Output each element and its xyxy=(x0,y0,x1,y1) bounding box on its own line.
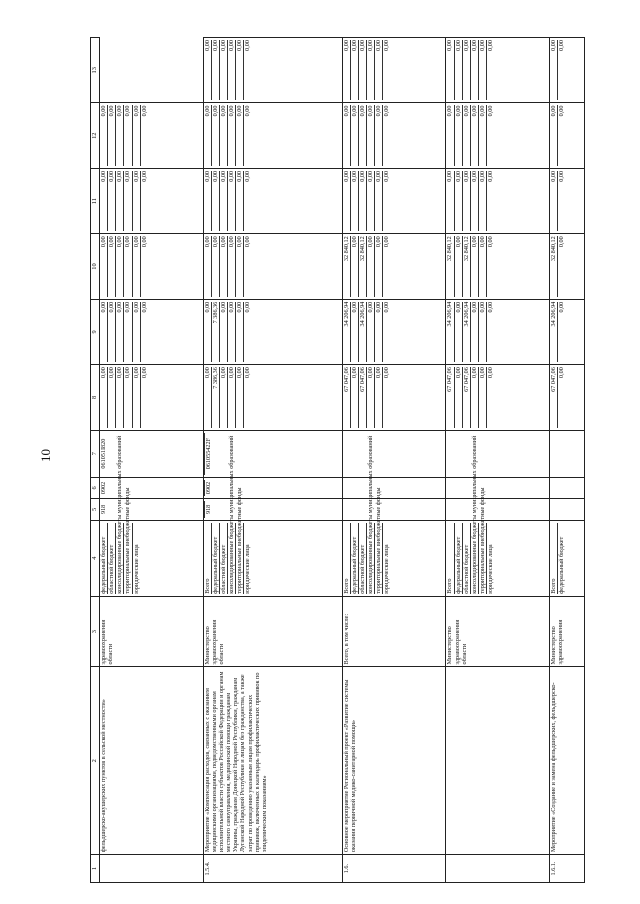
amount-value: 0,00 xyxy=(455,171,463,231)
year-values-col-13 xyxy=(203,38,342,104)
amount-value: 0,00 xyxy=(446,106,454,166)
budget-code-code7 xyxy=(203,430,342,477)
amount-value: 0,00 xyxy=(204,40,212,101)
funding-source: федеральный бюджет xyxy=(455,523,463,594)
year-values-col-8 xyxy=(446,365,550,430)
amount-value: 0,00 xyxy=(204,171,212,231)
amount-value: 0,00 xyxy=(140,105,148,117)
amount-value: 0,00 xyxy=(244,367,252,378)
amount-value: 0,00 xyxy=(236,236,244,296)
amount-value: 0,00 xyxy=(446,171,454,231)
amount-value: 7 386,36 xyxy=(212,302,220,362)
amount-value: 32 840,12 xyxy=(343,236,351,296)
budget-code-code5 xyxy=(550,499,585,520)
budget-code-code7 xyxy=(446,430,550,477)
funding-source: территориальные внебюджетные фонды xyxy=(236,487,244,594)
amount-value: 7 386,36 xyxy=(212,367,220,427)
amount-value: 0,00 xyxy=(455,40,463,101)
amount-value: 0,00 xyxy=(244,301,252,313)
amount-value: 0,00 xyxy=(487,236,495,248)
amount-value: 0,00 xyxy=(244,236,252,248)
row-number: 1.6.1. xyxy=(550,855,585,883)
amount-value: 0,00 xyxy=(236,302,244,362)
column-header-2: 2 xyxy=(91,667,100,855)
amount-value: 0,00 xyxy=(236,106,244,166)
page-number: 10 xyxy=(38,449,53,462)
amount-value: 0,00 xyxy=(487,40,495,51)
amount-value: 0,00 xyxy=(140,367,148,378)
amount-value: 0,00 xyxy=(351,171,359,231)
amount-value: 67 047,06 xyxy=(463,367,471,427)
amount-value: 0,00 xyxy=(367,106,375,166)
column-header-8: 8 xyxy=(91,365,100,430)
executor: Всего, в том числе: xyxy=(342,596,446,667)
amount-value: 0,00 xyxy=(116,367,124,427)
row-number: 1.5.4. xyxy=(203,855,342,883)
amount-value: 0,00 xyxy=(100,106,108,166)
amount-value: 0,00 xyxy=(100,171,108,231)
amount-value: 0,00 xyxy=(100,302,108,362)
amount-value: 0,00 xyxy=(558,301,566,313)
year-values-col-11 xyxy=(550,168,585,233)
year-values-col-11 xyxy=(203,168,342,233)
funding-source: консолидированные бюджеты муниципальных образований xyxy=(366,435,374,594)
amount-value: 0,00 xyxy=(487,170,495,182)
funding-source: федеральный бюджет xyxy=(351,523,359,594)
amount-value: 0,00 xyxy=(116,171,124,231)
amount-value: 0,00 xyxy=(550,40,558,101)
amount-value: 0,00 xyxy=(487,367,495,378)
amount-value: 0,00 xyxy=(351,40,359,101)
funding-source: юридические лица xyxy=(487,544,495,594)
amount-value: 0,00 xyxy=(471,302,479,362)
year-values-col-13 xyxy=(342,38,446,104)
amount-value: 0,00 xyxy=(383,301,391,313)
code-value: 918 xyxy=(204,504,212,514)
amount-value: 0,00 xyxy=(236,40,244,101)
funding-sources xyxy=(342,435,446,596)
amount-value: 0,00 xyxy=(550,171,558,231)
year-values-col-8 xyxy=(550,365,585,430)
amount-value: 34 206,94 xyxy=(550,302,558,362)
column-header-12: 12 xyxy=(91,103,100,168)
amount-value: 0,00 xyxy=(124,236,132,296)
amount-value: 0,00 xyxy=(375,171,383,231)
amount-value: 0,00 xyxy=(479,236,487,296)
year-values-col-13 xyxy=(446,38,550,104)
amount-value: 0,00 xyxy=(471,40,479,101)
amount-value: 0,00 xyxy=(471,367,479,427)
funding-source: консолидированные бюджеты муниципальных образований xyxy=(470,435,478,594)
table-body xyxy=(91,38,585,883)
budget-code-code7 xyxy=(550,430,585,477)
year-values-col-10 xyxy=(550,234,585,299)
amount-value: 0,00 xyxy=(212,236,220,296)
amount-value: 0,00 xyxy=(359,171,367,231)
funding-source: консолидированные бюджеты муниципальных образований xyxy=(116,435,124,594)
rotated-table-frame xyxy=(90,37,585,883)
column-header-3: 3 xyxy=(91,596,100,667)
year-values-col-8 xyxy=(203,365,342,430)
amount-value: 0,00 xyxy=(455,302,463,362)
amount-value: 0,00 xyxy=(375,106,383,166)
amount-value: 0,00 xyxy=(351,302,359,362)
amount-value: 0,00 xyxy=(108,106,116,166)
code-value: 061055422F xyxy=(204,437,212,470)
amount-value: 0,00 xyxy=(220,171,228,231)
budget-table xyxy=(90,37,585,883)
amount-value: 0,00 xyxy=(124,106,132,166)
amount-value: 0,00 xyxy=(220,302,228,362)
amount-value: 0,00 xyxy=(383,105,391,117)
amount-value: 67 047,06 xyxy=(550,367,558,427)
amount-value: 0,00 xyxy=(100,367,108,427)
funding-source: областной бюджет xyxy=(359,523,367,594)
amount-value: 0,00 xyxy=(487,301,495,313)
table-row xyxy=(550,38,585,883)
column-header-10: 10 xyxy=(91,234,100,299)
executor: здравоохранения области xyxy=(100,596,204,667)
funding-source: юридические лица xyxy=(383,544,391,594)
amount-value: 0,00 xyxy=(463,171,471,231)
table-row xyxy=(100,38,204,883)
code-value: 918 xyxy=(100,504,107,514)
funding-sources xyxy=(550,520,585,596)
year-values-col-12 xyxy=(550,103,585,168)
amount-value: 0,00 xyxy=(367,171,375,231)
amount-value: 0,00 xyxy=(463,40,471,101)
amount-value: 0,00 xyxy=(212,171,220,231)
amount-value: 0,00 xyxy=(244,170,252,182)
budget-code-code5 xyxy=(342,499,446,520)
year-values-col-9 xyxy=(550,299,585,364)
code-value: 0902 xyxy=(204,481,212,495)
amount-value: 0,00 xyxy=(228,106,236,166)
amount-value: 0,00 xyxy=(479,106,487,166)
amount-value: 0,00 xyxy=(244,40,252,51)
amount-value: 0,00 xyxy=(351,367,359,427)
table-row xyxy=(342,38,446,883)
amount-value: 0,00 xyxy=(133,236,141,296)
amount-value: 0,00 xyxy=(471,236,479,296)
amount-value: 0,00 xyxy=(550,106,558,166)
year-values-col-9 xyxy=(446,299,550,364)
amount-value: 67 047,06 xyxy=(343,367,351,427)
amount-value: 0,00 xyxy=(228,302,236,362)
amount-value: 0,00 xyxy=(212,106,220,166)
funding-source: областной бюджет xyxy=(108,523,116,594)
amount-value: 32 840,12 xyxy=(463,236,471,296)
column-header-9: 9 xyxy=(91,299,100,364)
funding-source: Всего xyxy=(550,523,558,594)
amount-value: 0,00 xyxy=(108,236,116,296)
amount-value: 0,00 xyxy=(375,40,383,101)
amount-value: 0,00 xyxy=(244,105,252,117)
amount-value: 0,00 xyxy=(343,40,351,101)
amount-value: 0,00 xyxy=(471,106,479,166)
amount-value: 0,00 xyxy=(124,171,132,231)
header-row xyxy=(91,38,100,883)
row-number xyxy=(446,855,550,883)
budget-code-code5 xyxy=(100,499,204,520)
column-header-5: 5 xyxy=(91,499,100,520)
amount-value: 0,00 xyxy=(455,236,463,296)
budget-code-code6 xyxy=(203,477,342,498)
amount-value: 0,00 xyxy=(558,40,566,51)
year-values-col-11 xyxy=(446,168,550,233)
amount-value: 0,00 xyxy=(383,170,391,182)
amount-value: 0,00 xyxy=(108,367,116,427)
amount-value: 32 840,12 xyxy=(550,236,558,296)
funding-source: юридические лица xyxy=(244,544,252,594)
table-row xyxy=(446,38,550,883)
row-number xyxy=(100,855,204,883)
amount-value: 0,00 xyxy=(204,106,212,166)
amount-value: 0,00 xyxy=(204,367,212,427)
amount-value: 0,00 xyxy=(471,171,479,231)
amount-value: 0,00 xyxy=(367,302,375,362)
amount-value: 0,00 xyxy=(228,236,236,296)
budget-code-code5 xyxy=(446,499,550,520)
amount-value: 0,00 xyxy=(116,236,124,296)
table-row xyxy=(203,38,342,883)
amount-value: 0,00 xyxy=(375,236,383,296)
year-values-col-10 xyxy=(342,234,446,299)
year-values-col-10 xyxy=(100,234,204,299)
amount-value: 0,00 xyxy=(236,171,244,231)
amount-value: 32 840,12 xyxy=(359,236,367,296)
amount-value: 0,00 xyxy=(133,171,141,231)
amount-value: 0,00 xyxy=(228,40,236,101)
amount-value: 34 206,94 xyxy=(343,302,351,362)
amount-value: 0,00 xyxy=(343,106,351,166)
amount-value: 0,00 xyxy=(375,302,383,362)
amount-value: 0,00 xyxy=(487,105,495,117)
executor: Министерство здравоохранения области xyxy=(203,596,342,667)
code-value: 061051I820 xyxy=(100,438,107,469)
amount-value: 0,00 xyxy=(204,236,212,296)
funding-source: юридические лица xyxy=(132,544,140,594)
amount-value: 0,00 xyxy=(455,367,463,427)
amount-value: 34 206,94 xyxy=(446,302,454,362)
amount-value: 0,00 xyxy=(351,236,359,296)
amount-value: 0,00 xyxy=(479,40,487,101)
year-values-col-8 xyxy=(342,365,446,430)
amount-value: 0,00 xyxy=(204,302,212,362)
budget-code-code6 xyxy=(342,477,446,498)
amount-value: 32 840,12 xyxy=(446,236,454,296)
funding-source: Всего xyxy=(343,523,351,594)
amount-value: 0,00 xyxy=(367,236,375,296)
column-header-4: 4 xyxy=(91,520,100,596)
amount-value: 0,00 xyxy=(228,171,236,231)
amount-value: 0,00 xyxy=(479,171,487,231)
amount-value: 0,00 xyxy=(133,302,141,362)
amount-value: 0,00 xyxy=(124,302,132,362)
executor: Министерство здравоохранения xyxy=(550,596,585,667)
amount-value: 0,00 xyxy=(367,40,375,101)
amount-value: 0,00 xyxy=(220,367,228,427)
amount-value: 0,00 xyxy=(479,302,487,362)
budget-code-code7 xyxy=(342,430,446,477)
column-header-13: 13 xyxy=(91,38,100,104)
amount-value: 0,00 xyxy=(100,236,108,296)
measure-name: Основное мероприятие Региональный проект «Развитие системы оказания первичной медико-санитарной помощи» xyxy=(342,667,446,855)
measure-name xyxy=(446,667,550,855)
year-values-col-12 xyxy=(342,103,446,168)
year-values-col-8 xyxy=(100,365,204,430)
column-header-11: 11 xyxy=(91,168,100,233)
funding-source: территориальные внебюджетные фонды xyxy=(375,487,383,594)
budget-code-code6 xyxy=(550,477,585,498)
budget-code-code5 xyxy=(203,499,342,520)
year-values-col-13 xyxy=(550,38,585,104)
amount-value: 0,00 xyxy=(108,302,116,362)
column-header-6: 6 xyxy=(91,477,100,498)
year-values-col-12 xyxy=(446,103,550,168)
amount-value: 67 047,06 xyxy=(359,367,367,427)
year-values-col-10 xyxy=(203,234,342,299)
funding-source: областной бюджет xyxy=(220,523,228,594)
funding-source: территориальные внебюджетные фонды xyxy=(124,487,132,594)
year-values-col-9 xyxy=(342,299,446,364)
amount-value: 0,00 xyxy=(558,367,566,378)
amount-value: 0,00 xyxy=(108,171,116,231)
measure-name: фельдшерско-акушерских пунктов в сельской местности» xyxy=(100,667,204,855)
budget-code-code7 xyxy=(100,430,204,477)
year-values-col-10 xyxy=(446,234,550,299)
amount-value: 34 206,94 xyxy=(463,302,471,362)
funding-source: консолидированные бюджеты муниципальных образований xyxy=(228,435,236,594)
amount-value: 0,00 xyxy=(367,367,375,427)
amount-value: 0,00 xyxy=(228,367,236,427)
amount-value: 0,00 xyxy=(236,367,244,427)
executor: Министерство здравоохранения области xyxy=(446,596,550,667)
amount-value: 0,00 xyxy=(375,367,383,427)
year-values-col-12 xyxy=(203,103,342,168)
year-values-col-9 xyxy=(100,299,204,364)
amount-value: 0,00 xyxy=(220,236,228,296)
amount-value: 0,00 xyxy=(558,170,566,182)
amount-value: 0,00 xyxy=(479,367,487,427)
amount-value: 0,00 xyxy=(220,106,228,166)
measure-name: Мероприятие «Создание и замена фельдшерских, фельдшерско- xyxy=(550,667,585,855)
amount-value: 0,00 xyxy=(124,367,132,427)
amount-value: 0,00 xyxy=(133,367,141,427)
amount-value: 0,00 xyxy=(212,40,220,101)
funding-sources xyxy=(446,435,550,596)
amount-value: 67 047,06 xyxy=(446,367,454,427)
amount-value: 0,00 xyxy=(343,171,351,231)
amount-value: 0,00 xyxy=(446,40,454,101)
funding-source: Всего xyxy=(204,523,212,594)
amount-value: 0,00 xyxy=(140,236,148,248)
amount-value: 0,00 xyxy=(359,106,367,166)
amount-value: 0,00 xyxy=(116,106,124,166)
amount-value: 0,00 xyxy=(463,106,471,166)
funding-source: областной бюджет xyxy=(463,523,471,594)
funding-source: Всего xyxy=(446,523,454,594)
code-value: 0902 xyxy=(100,481,107,495)
amount-value: 0,00 xyxy=(351,106,359,166)
amount-value: 0,00 xyxy=(383,236,391,248)
amount-value: 34 206,94 xyxy=(359,302,367,362)
amount-value: 0,00 xyxy=(383,40,391,51)
column-header-1: 1 xyxy=(91,855,100,883)
funding-source: федеральный бюджет xyxy=(558,536,566,594)
amount-value: 0,00 xyxy=(383,367,391,378)
amount-value: 0,00 xyxy=(359,40,367,101)
funding-source: территориальные внебюджетные фонды xyxy=(478,487,486,594)
measure-name: Мероприятие «Компенсация расходов, связанных с оказанием медицинскими организациями, подведомственными органам исполнительной власти субъектов Российской Федерации и органам местного самоуправления, медицинской помощи гражданам Украины, гражданам Донецкой Народной Республики, гражданам Луганской Народной Республики и лицам без гражданства, а также затрат по проведению указанным лицам профилактических прививок, включенных в календарь профилактических прививок по эпидемическим показаниям» xyxy=(203,667,342,855)
row-number: 1.6. xyxy=(342,855,446,883)
year-values-col-11 xyxy=(100,168,204,233)
column-header-7: 7 xyxy=(91,430,100,477)
year-values-col-12 xyxy=(100,103,204,168)
amount-value: 0,00 xyxy=(220,40,228,101)
amount-value: 0,00 xyxy=(558,236,566,248)
year-values-col-9 xyxy=(203,299,342,364)
budget-code-code6 xyxy=(100,477,204,498)
funding-source: федеральный бюджет xyxy=(212,523,220,594)
funding-source: федеральный бюджет xyxy=(100,523,108,594)
amount-value: 0,00 xyxy=(140,170,148,182)
amount-value: 0,00 xyxy=(116,302,124,362)
amount-value: 0,00 xyxy=(133,106,141,166)
year-values-col-11 xyxy=(342,168,446,233)
amount-value: 0,00 xyxy=(455,106,463,166)
amount-value: 0,00 xyxy=(558,105,566,117)
budget-code-code6 xyxy=(446,477,550,498)
amount-value: 0,00 xyxy=(140,301,148,313)
